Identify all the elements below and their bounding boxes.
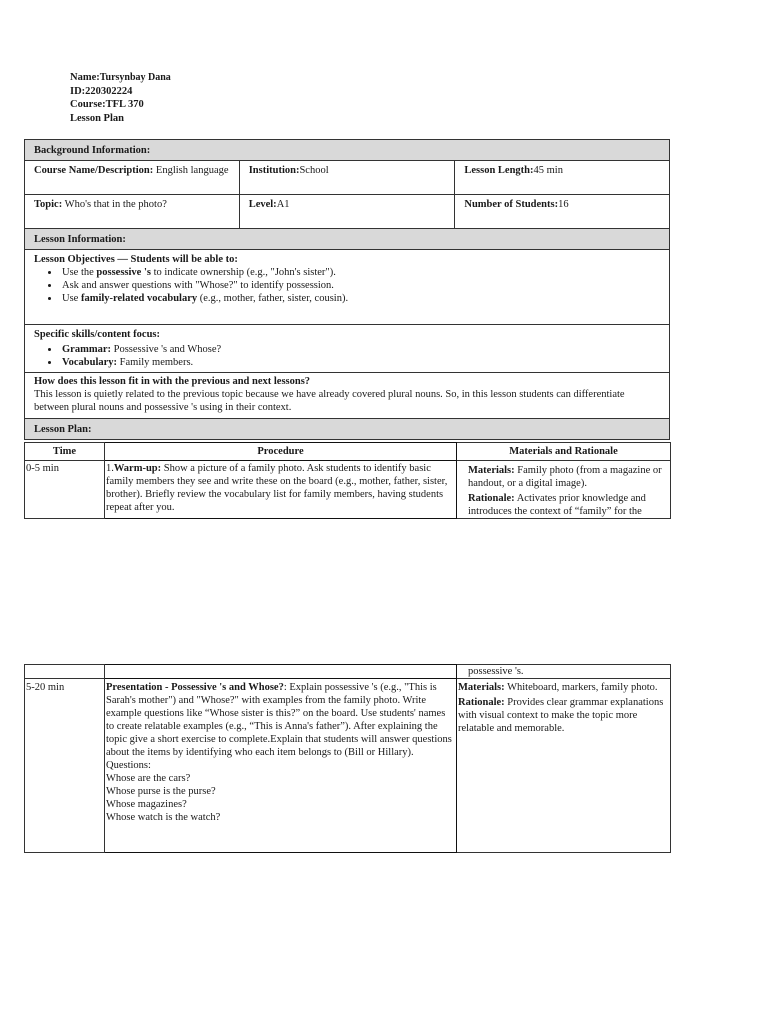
question-item: Whose watch is the watch? — [106, 812, 221, 823]
lesson-plan-table — [24, 442, 671, 519]
row1-time: 0-5 min — [25, 461, 105, 519]
row2-procedure: Presentation - Possessive 's and Whose?: Explain possessive 's (e.g., "This is Sarah's mother") and "Whose?" with examples from the family photo. Write example questions like “Whose sister is this?” on the board. Use students' names to create relatable examples (e.g., “This is Anna's father”). After explaining the topic give a short exercise to complete.Explain that students will answer questions about the items by identifying who each item belongs to (Bill or Hillary). Questions: Whose are the cars? Whose purse is the purse? Whose magazines? Whose watch is the watch? — [105, 679, 457, 853]
row1-materials-continued: possessive 's. — [457, 665, 671, 679]
question-item: Whose purse is the purse? — [106, 786, 216, 797]
document-header — [70, 71, 171, 125]
skills-heading: Specific skills/content focus: — [34, 329, 160, 340]
course-code: Course:TFL 370 — [70, 99, 144, 110]
questions-label: Questions: — [106, 760, 151, 771]
background-section-title: Background Information: — [25, 140, 670, 161]
row1-materials: Materials: Family photo (from a magazine or handout, or a digital image). Rationale: Activates prior knowledge and introduces the context of “family” for the — [457, 461, 671, 519]
skills-cell — [25, 325, 670, 373]
lesson-info-section-title: Lesson Information: — [25, 229, 670, 250]
lesson-fit-heading: How does this lesson fit in with the previous and next lessons? — [34, 376, 311, 387]
row1-procedure: 1.Warm-up: Show a picture of a family photo. Ask students to identify basic family members they see and write these on the board (e.g., mother, father, sister, brother). Briefly review the vocabulary list for family members, having students repeat after you. — [105, 461, 457, 519]
institution-cell: Institution:School — [239, 161, 455, 195]
skill-item: • Vocabulary: Family members. — [60, 356, 669, 369]
question-item: Whose are the cars? — [106, 773, 191, 784]
lesson-length-cell: Lesson Length:45 min — [455, 161, 670, 195]
student-id: ID:220302224 — [70, 85, 133, 97]
lesson-fit-text: This lesson is quietly related to the previous topic because we have already covered plural nouns. So, in this lesson students can differentiate between plural nouns and possessive 's using in their context. — [34, 389, 625, 413]
topic-cell: Topic: Who's that in the photo? — [25, 195, 240, 229]
column-header-time: Time — [25, 443, 105, 461]
document-title: Lesson Plan — [70, 112, 124, 124]
question-item: Whose magazines? — [106, 799, 187, 810]
level-cell: Level:A1 — [239, 195, 455, 229]
background-table — [24, 139, 670, 440]
row2-materials: Materials: Whiteboard, markers, family photo. Rationale: Provides clear grammar explanations with visual context to make the topic more relatable and memorable. — [457, 679, 671, 853]
objectives-list — [34, 266, 669, 305]
student-name: Name:Tursynbay Dana — [70, 72, 171, 83]
course-name-cell: Course Name/Description: English language — [25, 161, 240, 195]
row1-procedure-continued — [105, 665, 457, 679]
lesson-plan-section-title: Lesson Plan: — [25, 419, 670, 440]
objectives-cell — [25, 250, 670, 325]
skill-item: • Grammar: Possessive 's and Whose? — [60, 343, 669, 356]
skills-list — [34, 343, 669, 369]
objective-item: • Ask and answer questions with "Whose?" to identify possession. — [60, 279, 669, 292]
column-header-procedure: Procedure — [105, 443, 457, 461]
objective-item: • Use family-related vocabulary (e.g., mother, father, sister, cousin). — [60, 292, 669, 305]
row2-time: 5-20 min — [25, 679, 105, 853]
students-cell: Number of Students:16 — [455, 195, 670, 229]
column-header-materials: Materials and Rationale — [457, 443, 671, 461]
lesson-fit-cell — [25, 373, 670, 419]
objectives-heading: Lesson Objectives — Students will be able to: — [34, 254, 238, 265]
objective-item: • Use the possessive 's to indicate ownership (e.g., "John's sister"). — [60, 266, 669, 279]
row1-time-continued — [25, 665, 105, 679]
lesson-plan-table-continued — [24, 664, 671, 853]
